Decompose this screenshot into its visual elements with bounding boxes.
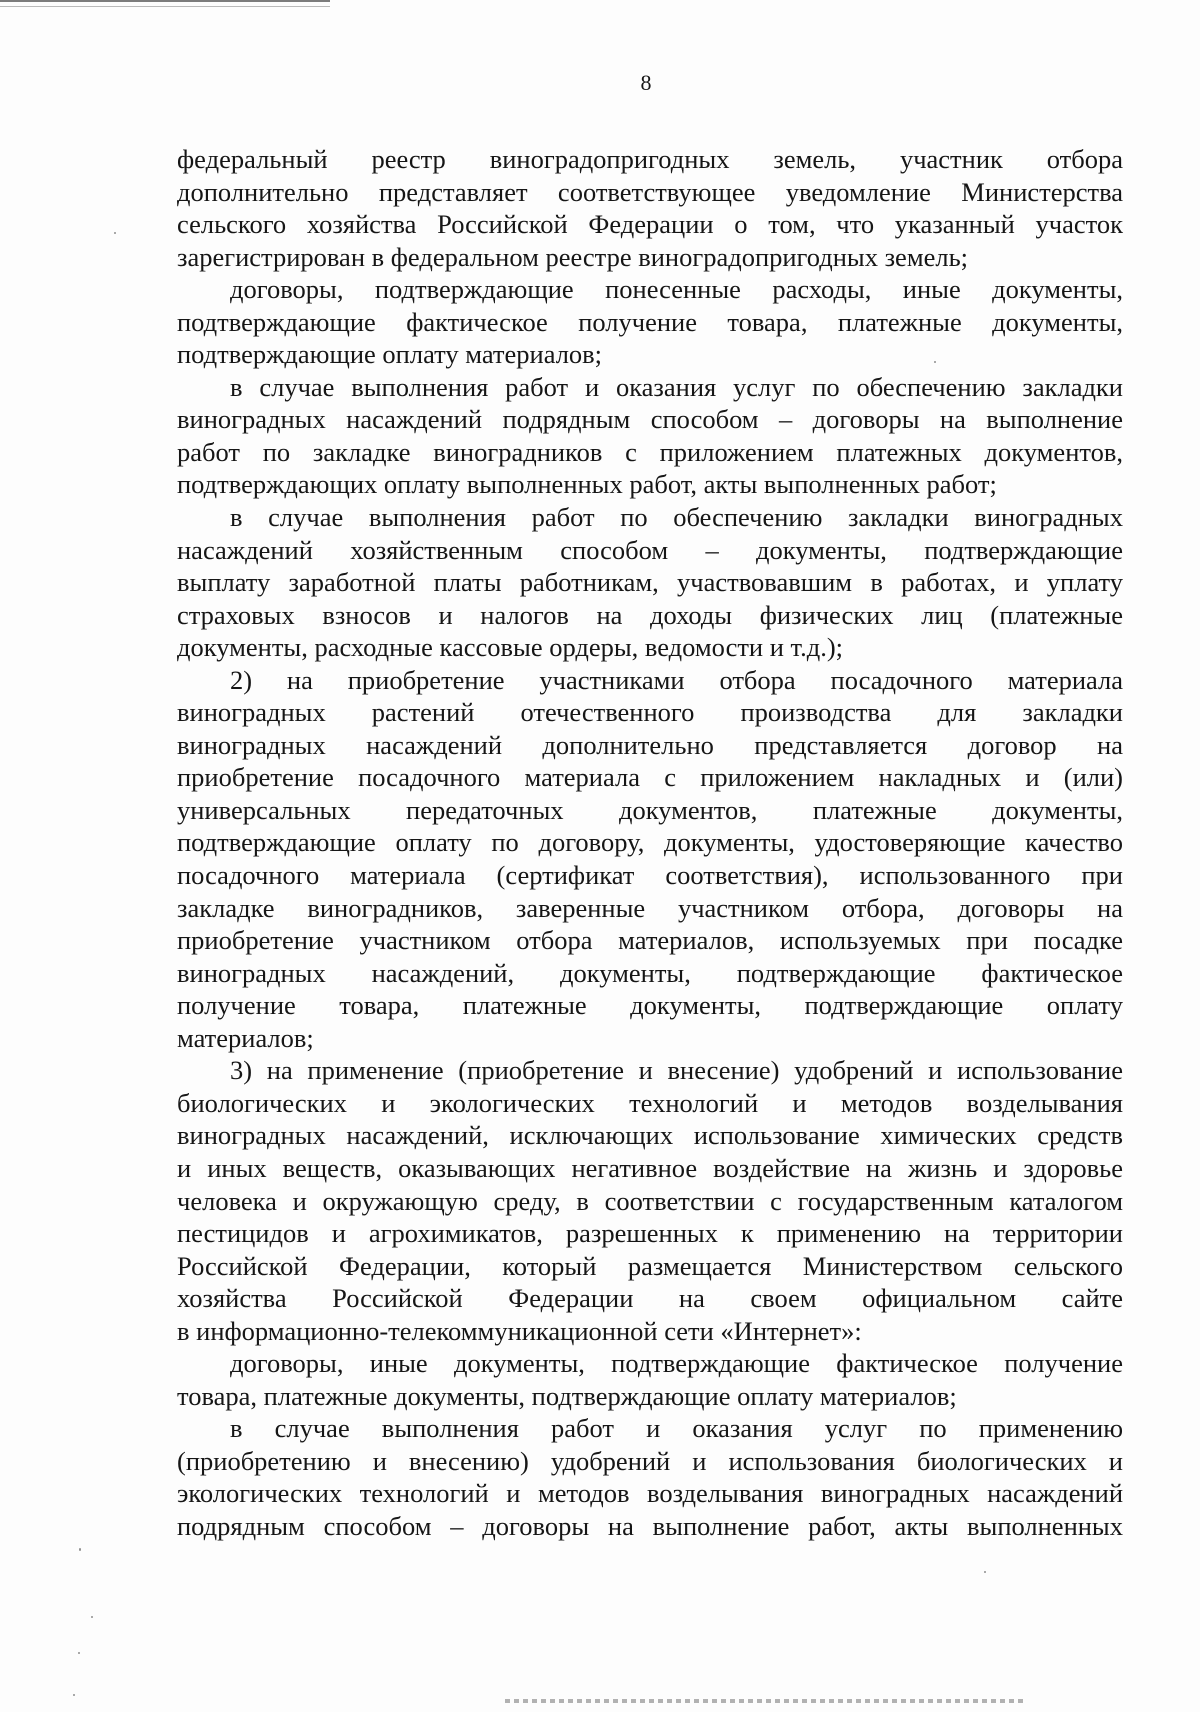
text-line: подтверждающие фактическое получение товара, платежные документы, [177, 306, 1123, 337]
scan-speck [73, 1694, 75, 1696]
text-line: человека и окружающую среду, в соответствии с государственным каталогом [177, 1185, 1123, 1216]
text-line: и иных веществ, оказывающих негативное воздействие на жизнь и здоровье [177, 1152, 1123, 1183]
text-line: подрядным способом – договоры на выполнение работ, акты выполненных [177, 1510, 1123, 1541]
text-line: сельского хозяйства Российской Федерации о том, что указанный участок [177, 209, 1123, 240]
text-line: универсальных передаточных документов, платежные документы, [177, 794, 1123, 825]
text-line: получение товара, платежные документы, подтверждающие оплату [177, 990, 1123, 1021]
text-line: зарегистрирован в федеральном реестре виноградопригодных земель; [177, 241, 969, 272]
text-line: приобретение участником отбора материалов, используемых при посадке [177, 925, 1123, 956]
text-line: 3) на применение (приобретение и внесение) удобрений и использование [230, 1055, 1123, 1086]
scan-speck [934, 361, 936, 363]
scan-speck [984, 1571, 986, 1573]
text-line: виноградных насаждений подрядным способом – договоры на выполнение [177, 404, 1123, 435]
text-line: федеральный реестр виноградопригодных земель, участник отбора [177, 144, 1123, 174]
text-line: закладке виноградников, заверенные участником отбора, договоры на [177, 892, 1123, 923]
text-line: виноградных насаждений дополнительно представляется договор на [177, 729, 1123, 760]
text-line: виноградных растений отечественного производства для закладки [177, 697, 1123, 728]
text-line: приобретение посадочного материала с приложением накладных и (или) [177, 762, 1123, 793]
text-line: в информационно-телекоммуникационной сети «Интернет»: [177, 1315, 862, 1346]
text-line: виноградных насаждений, исключающих использование химических средств [177, 1120, 1123, 1151]
text-line: в случае выполнения работ и оказания услуг по применению [230, 1413, 1123, 1444]
scan-edge-mark [0, 0, 330, 2]
text-line: договоры, иные документы, подтверждающие фактическое получение [230, 1348, 1123, 1379]
text-line: (приобретению и внесению) удобрений и использования биологических и [177, 1445, 1123, 1476]
text-line: пестицидов и агрохимикатов, разрешенных к применению на территории [177, 1218, 1123, 1249]
text-line: экологических технологий и методов возделывания виноградных насаждений [177, 1478, 1123, 1509]
text-line: подтверждающие оплату материалов; [177, 339, 603, 370]
scan-speck [79, 1548, 81, 1551]
text-line: в случае выполнения работ и оказания услуг по обеспечению закладки [230, 371, 1123, 402]
text-line: работ по закладке виноградников с приложением платежных документов, [177, 436, 1123, 467]
text-line: подтверждающих оплату выполненных работ, акты выполненных работ; [177, 469, 997, 500]
text-line: в случае выполнения работ по обеспечению закладки виноградных [230, 502, 1123, 533]
scan-speck [78, 1652, 80, 1654]
text-line: Российской Федерации, который размещается Министерством сельского [177, 1250, 1123, 1281]
document-body [177, 143, 1123, 1543]
text-line: материалов; [177, 1022, 314, 1053]
scan-edge-mark [0, 6, 330, 7]
text-line: выплату заработной платы работникам, участвовавшим в работах, и уплату [177, 567, 1123, 598]
scan-speck [91, 1616, 93, 1618]
text-line: насаждений хозяйственным способом – документы, подтверждающие [177, 534, 1123, 565]
text-line: товара, платежные документы, подтверждающие оплату материалов; [177, 1380, 957, 1411]
scan-speck [114, 232, 116, 234]
text-line: подтверждающие оплату по договору, документы, удостоверяющие качество [177, 827, 1123, 858]
text-line: дополнительно представляет соответствующее уведомление Министерства [177, 176, 1123, 207]
text-line: документы, расходные кассовые ордеры, ведомости и т.д.); [177, 632, 844, 663]
text-line: посадочного материала (сертификат соответствия), использованного при [177, 860, 1123, 891]
scan-bottom-noise [505, 1699, 1025, 1703]
text-line: 2) на приобретение участниками отбора посадочного материала [230, 664, 1123, 695]
text-line: хозяйства Российской Федерации на своем официальном сайте [177, 1283, 1123, 1314]
page-number: 8 [640, 70, 652, 95]
text-line: виноградных насаждений, документы, подтверждающие фактическое [177, 957, 1123, 988]
text-line: биологических и экологических технологий и методов возделывания [177, 1087, 1123, 1118]
text-line: страховых взносов и налогов на доходы физических лиц (платежные [177, 599, 1123, 630]
text-line: договоры, подтверждающие понесенные расходы, иные документы, [230, 274, 1123, 305]
